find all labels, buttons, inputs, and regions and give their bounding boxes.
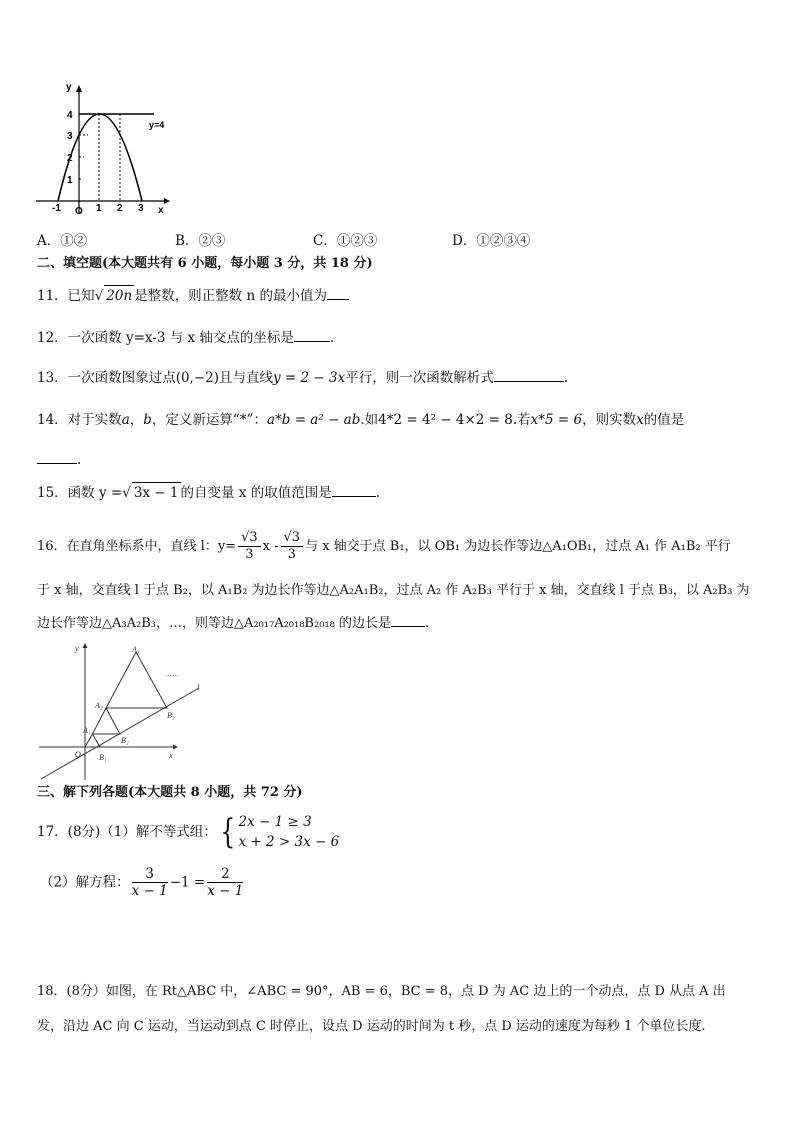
q11-radicand: 20n xyxy=(104,285,134,306)
q15-end: . xyxy=(375,485,380,501)
answer-blank[interactable] xyxy=(37,449,77,464)
q11-prefix: 11．已知 xyxy=(37,288,95,304)
parabola-graph xyxy=(36,78,176,218)
fraction-numerator: 2 xyxy=(207,866,243,883)
question-14-line2 xyxy=(37,449,81,470)
origin-label: O xyxy=(75,750,81,759)
q15-radicand: 3x − 1 xyxy=(132,482,181,503)
q12-end: . xyxy=(329,330,335,346)
q15-prefix: 15．函数 y = xyxy=(37,485,123,501)
point-a1-label: A₁ xyxy=(83,726,91,735)
answer-blank[interactable] xyxy=(332,482,376,497)
x-tick-neg1: -1 xyxy=(52,203,61,214)
question-17-part1 xyxy=(37,812,339,852)
option-c[interactable]: C．①②③ xyxy=(313,233,378,249)
radical-sign: √ xyxy=(94,288,104,304)
fraction-denominator: 3 xyxy=(287,547,296,562)
q12-text: 12．一次函数 y=x-3 与 x 轴交点的坐标是 xyxy=(37,330,294,346)
y-tick-1: 1 xyxy=(67,175,73,186)
q14-var-x: x xyxy=(636,412,644,428)
q16-line1-suffix: 与 x 轴交于点 B₁，以 OB₁ 为边长作等边△A₁OB₁，过点 A₁ 作 A₁B₂ 平行 xyxy=(305,539,731,554)
question-12 xyxy=(37,327,334,348)
triangles-graph xyxy=(37,640,202,782)
y-axis-label: y xyxy=(75,644,79,653)
q14-prefix: 14．对于实数 xyxy=(37,412,122,428)
x-axis-label: x xyxy=(169,751,173,760)
question-16-line3 xyxy=(37,612,429,634)
question-15 xyxy=(37,482,380,503)
fraction-denominator: x − 1 xyxy=(131,883,168,899)
line-l-label: l xyxy=(197,683,200,692)
q14-suffix: 的值是 xyxy=(643,412,685,428)
q14-mid3: .若 xyxy=(512,412,531,428)
q14-var-b: b xyxy=(143,412,152,428)
triangle-a1-o-b1 xyxy=(85,734,100,747)
q16-line1-prefix: 16．在直角坐标系中，直线 l：y= xyxy=(37,539,237,554)
triangle-a2-a1-b2 xyxy=(93,708,121,734)
fraction-denominator: 3 xyxy=(245,547,254,562)
q13-line: y = 2 − 3x xyxy=(273,370,346,386)
q16-fraction-2 xyxy=(281,530,304,563)
fraction-numerator: 3 xyxy=(132,866,168,883)
q16-line3: 边长作等边△A₃A₂B₃，…，则等边△A₂₀₁₇A₂₀₁₈B₂₀₁₈ 的边长是 xyxy=(37,616,391,631)
question-16-line1 xyxy=(37,530,731,563)
q13-suffix: 平行，则一次函数解析式 xyxy=(345,370,494,386)
answer-blank[interactable] xyxy=(494,367,564,382)
point-b2-label: B₂ xyxy=(121,736,129,745)
y-axis-label: y xyxy=(66,82,72,93)
option-a[interactable]: A．①② xyxy=(37,233,88,249)
inequality-1: 2x − 1 ≥ 3 xyxy=(238,814,312,830)
q14-example: 4*2 = 4² − 4×2 = 8 xyxy=(378,412,513,428)
triangle-a3-a2-b3 xyxy=(106,652,167,708)
y-axis-arrow xyxy=(76,85,82,92)
fraction-numerator: √3 xyxy=(238,530,261,547)
x-axis-arrow xyxy=(164,198,170,204)
question-18-line1: 18．(8分）如图，在 Rt△ABC 中，∠ABC = 90°，AB = 6，BC = 8，点 D 为 AC 边上的一个动点，点 D 从点 A 出 xyxy=(37,984,726,999)
q16-x-minus: x - xyxy=(262,539,279,554)
q13-middle: 且与直线 xyxy=(219,370,274,386)
q14-comma: ， xyxy=(129,412,144,428)
question-14 xyxy=(37,410,684,430)
fraction-numerator: √3 xyxy=(281,530,304,547)
q14-var-a: a xyxy=(121,412,130,428)
question-16-line2: 于 x 轴，交直线 l 于点 B₂，以 A₁B₂ 为边长作等边△A₂A₁B₂，过点 A₂ 作 A₂B₃ 平行于 x 轴，交直线 l 于点 B₃，以 A₂B₃ 为 xyxy=(37,583,750,598)
x-axis-label: x xyxy=(158,205,164,216)
q14-mid2: .如 xyxy=(360,412,379,428)
x-tick-1: 1 xyxy=(96,203,102,214)
option-d[interactable]: D．①②③④ xyxy=(452,233,531,249)
answer-blank[interactable] xyxy=(294,327,330,342)
x-tick-3: 3 xyxy=(138,203,144,214)
point-a2-label: A₂ xyxy=(95,701,103,710)
q13-point: (0,−2) xyxy=(175,370,220,386)
question-18-line2: 发，沿边 AC 向 C 运动，当运动到点 C 时停止，设点 D 运动的时间为 t 秒，点 D 运动的速度为每秒 1 个单位长度. xyxy=(37,1019,706,1034)
q14-definition: a*b = a² − ab xyxy=(266,412,361,428)
option-b[interactable]: B．②③ xyxy=(175,233,226,249)
q17-part2-prefix: （2）解方程： xyxy=(40,874,130,891)
point-b1-label: B₁ xyxy=(99,753,107,762)
q15-suffix: 的自变量 x 的取值范围是 xyxy=(180,485,332,501)
ellipsis-label: …… xyxy=(165,670,179,678)
radical-sign: √ xyxy=(122,485,131,501)
q14-end: . xyxy=(77,452,82,468)
inequality-system xyxy=(239,812,340,852)
point-b3-label: B₃ xyxy=(167,711,175,720)
lhs-fraction xyxy=(132,866,168,899)
question-17-part2 xyxy=(40,866,245,899)
q13-prefix: 13．一次函数图象过点 xyxy=(37,370,176,386)
x-axis-arrow xyxy=(173,745,178,750)
answer-blank[interactable] xyxy=(327,285,349,300)
y-tick-2: 2 xyxy=(67,153,73,164)
origin-label: O xyxy=(75,206,83,217)
q14-mid4: ，则实数 xyxy=(582,412,637,428)
q16-end: . xyxy=(424,616,430,631)
q17-part1-prefix: 17．(8分)（1）解不等式组： xyxy=(37,824,217,840)
y-tick-4: 4 xyxy=(67,110,73,121)
fraction-denominator: x − 1 xyxy=(207,883,244,899)
section-3-heading: 三、解下列各题(本大题共 8 小题，共 72 分) xyxy=(37,785,303,800)
section-2-heading: 二、填空题(本大题共有 6 小题，每小题 3 分，共 18 分) xyxy=(37,256,373,271)
y-axis-arrow xyxy=(83,643,88,648)
question-13 xyxy=(37,367,568,388)
system-brace: { xyxy=(220,812,236,852)
q14-condition: x*5 = 6 xyxy=(530,412,583,428)
answer-blank[interactable] xyxy=(391,612,425,627)
q13-end: . xyxy=(563,370,569,386)
line-y4-label: y=4 xyxy=(149,120,165,130)
q11-suffix: 是整数，则正整数 n 的最小值为 xyxy=(134,288,327,304)
x-tick-2: 2 xyxy=(117,203,123,214)
minus-one-equals: −1 = xyxy=(169,874,206,891)
rhs-fraction xyxy=(207,866,243,899)
point-a3-label: A₃ xyxy=(132,645,140,654)
q16-fraction-1 xyxy=(238,530,261,563)
inequality-2: x + 2 > 3x − 6 xyxy=(238,834,340,850)
y-tick-3: 3 xyxy=(67,131,73,142)
question-11 xyxy=(37,285,349,306)
q14-mid1: ，定义新运算“*”： xyxy=(151,412,267,428)
